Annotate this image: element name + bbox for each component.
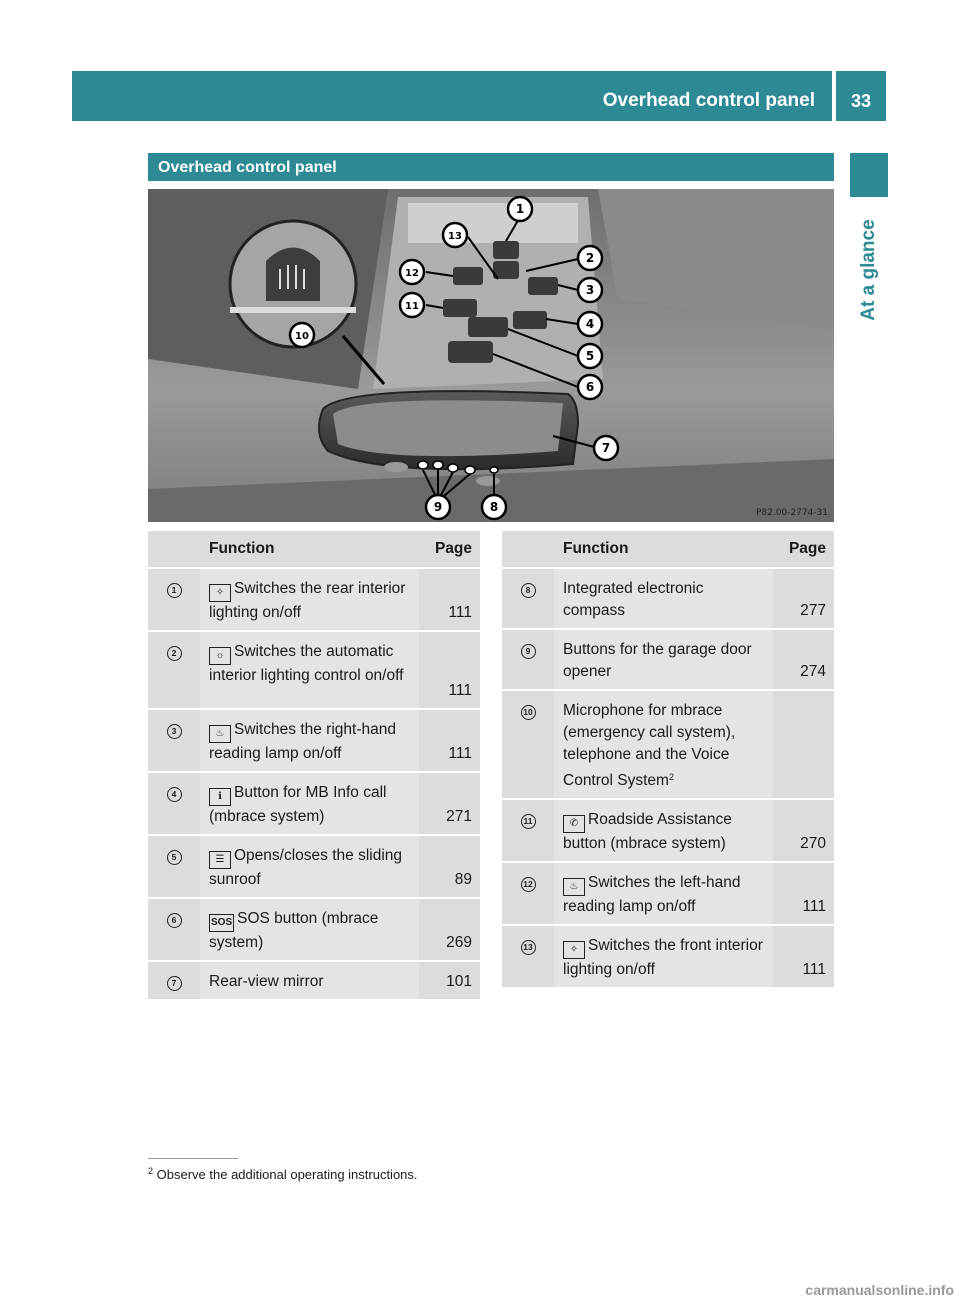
page-ref: 277 <box>773 569 834 630</box>
side-tab-label: At a glance <box>858 219 879 321</box>
table-row <box>502 863 834 926</box>
page-header-title: Overhead control panel <box>602 90 815 111</box>
photo-code: P82.00-2774-31 <box>755 508 828 518</box>
row-number: 5 <box>167 850 182 865</box>
function-text: SOS button (mbrace system) <box>209 910 379 951</box>
page-ref: 89 <box>419 836 480 899</box>
roadside-assistance-icon: ✆ <box>563 815 585 833</box>
auto-light-icon: ☼ <box>209 647 231 665</box>
row-number: 3 <box>167 724 182 739</box>
row-number: 7 <box>167 976 182 991</box>
page-ref: 271 <box>419 773 480 836</box>
callout-2: 2 <box>585 251 595 265</box>
table-row <box>502 569 834 630</box>
callout-12: 12 <box>405 268 419 279</box>
function-text: Switches the left-hand reading lamp on/off <box>563 874 741 915</box>
callout-6: 6 <box>585 380 595 394</box>
info-call-icon: ℹ <box>209 788 231 806</box>
column-header-function: Function <box>200 531 419 569</box>
page-ref: 274 <box>773 630 834 691</box>
table-row <box>148 632 480 710</box>
function-text: Roadside Assistance button (mbrace system) <box>563 811 732 852</box>
function-text: Switches the automatic interior lighting control on/off <box>209 643 404 684</box>
callout-13: 13 <box>448 231 462 242</box>
table-row <box>502 926 834 989</box>
footnote-divider <box>148 1158 238 1159</box>
column-header-page: Page <box>419 531 480 569</box>
callout-11: 11 <box>405 301 419 312</box>
column-header-page: Page <box>773 531 834 569</box>
footnote-marker: 2 <box>148 1166 154 1176</box>
page-number: 33 <box>836 71 886 121</box>
callout-7: 7 <box>601 441 611 455</box>
reading-lamp-icon: ♨ <box>209 725 231 743</box>
callout-1: 1 <box>515 202 525 216</box>
row-number: 11 <box>521 814 536 829</box>
front-light-icon: ✧ <box>563 941 585 959</box>
callout-3: 3 <box>585 283 595 297</box>
function-text: Opens/closes the sliding sunroof <box>209 847 403 888</box>
row-number: 6 <box>167 913 182 928</box>
footnote-ref: 2 <box>668 772 674 782</box>
row-number: 2 <box>167 646 182 661</box>
reading-lamp-icon: ♨ <box>563 878 585 896</box>
watermark: carmanualsonline.info <box>805 1282 954 1298</box>
callout-5: 5 <box>585 349 595 363</box>
page-ref: 111 <box>419 569 480 632</box>
table-row <box>148 899 480 962</box>
column-header-function: Function <box>554 531 773 569</box>
table-row <box>502 691 834 800</box>
row-number: 1 <box>167 583 182 598</box>
function-text: Integrated electronic compass <box>563 580 704 619</box>
function-text: Microphone for mbrace (emergency call system), telephone and the Voice Control System <box>563 702 736 789</box>
page-header <box>72 71 832 121</box>
sos-icon: SOS <box>209 914 234 932</box>
row-number: 12 <box>521 877 536 892</box>
row-number: 13 <box>521 940 536 955</box>
callout-9: 9 <box>433 500 443 514</box>
function-text: Switches the right-hand reading lamp on/off <box>209 721 396 762</box>
table-row <box>502 800 834 863</box>
function-text: Rear-view mirror <box>209 973 324 990</box>
page-ref: 101 <box>419 962 480 1001</box>
table-row <box>148 836 480 899</box>
page-ref: 111 <box>419 632 480 710</box>
page-ref: 269 <box>419 899 480 962</box>
row-number: 10 <box>521 705 536 720</box>
page-ref: 111 <box>773 863 834 926</box>
page-ref <box>773 691 834 800</box>
function-table-right <box>502 531 834 989</box>
page-ref: 111 <box>419 710 480 773</box>
rear-light-icon: ✧ <box>209 584 231 602</box>
sunroof-icon: ☰ <box>209 851 231 869</box>
table-row <box>148 569 480 632</box>
side-tab-marker <box>850 153 888 197</box>
function-text: Buttons for the garage door opener <box>563 641 752 680</box>
page-ref: 111 <box>773 926 834 989</box>
row-number: 8 <box>521 583 536 598</box>
footnote <box>148 1166 418 1182</box>
callout-4: 4 <box>585 317 595 331</box>
section-title: Overhead control panel <box>148 153 834 181</box>
page-ref: 270 <box>773 800 834 863</box>
function-text: Switches the front interior lighting on/off <box>563 937 763 978</box>
function-text: Button for MB Info call (mbrace system) <box>209 784 387 825</box>
table-row <box>148 773 480 836</box>
function-text: Switches the rear interior lighting on/off <box>209 580 406 621</box>
callout-8: 8 <box>489 500 499 514</box>
row-number: 9 <box>521 644 536 659</box>
overhead-panel-photo <box>148 189 834 522</box>
function-table-left <box>148 531 480 1001</box>
footnote-text: Observe the additional operating instructions. <box>156 1167 418 1182</box>
table-row <box>502 630 834 691</box>
row-number: 4 <box>167 787 182 802</box>
table-row <box>148 710 480 773</box>
table-row <box>148 962 480 1001</box>
callout-10: 10 <box>295 331 309 342</box>
